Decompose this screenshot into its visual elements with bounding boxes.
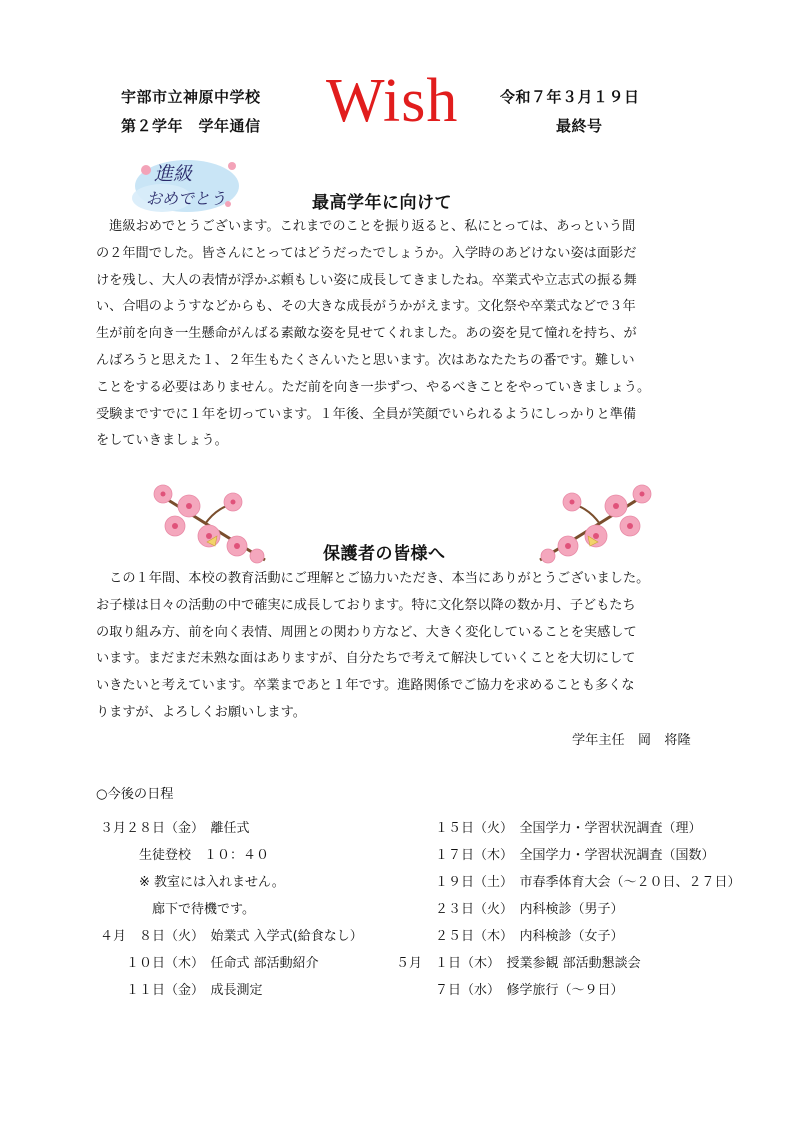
section1-line: んばろうと思えた１、２年生もたくさんいたと思います。次はあなたたちの番です。難しい	[96, 352, 635, 368]
section1-line: い、合唱のようすなどからも、その大きな成長がうかがえます。文化祭や卒業式などで３年	[96, 299, 636, 315]
grade-line: 第２学年 学年通信	[121, 117, 261, 135]
newsletter-title: Wish	[326, 67, 459, 135]
section2-title: 保護者の皆様へ	[323, 544, 446, 564]
section2-line: いきたいと考えています。卒業まであと１年です。進路関係でご協力を求めることも多くな	[96, 678, 635, 694]
section2-line: います。まだまだ未熟な面はありますが、自分たちで考えて解決していくことを大切にして	[96, 651, 636, 667]
promotion-badge-illustration	[132, 148, 242, 218]
section2-line: の取り組み方、前を向く表情、周囲との関わり方など、大きく変化していることを実感して	[96, 624, 637, 640]
section1-line: ことをする必要はありません。ただ前を向き一歩ずつ、やるべきことをやっていきましょう。	[96, 379, 651, 395]
badge-text-line1: 進級	[154, 163, 193, 185]
section2-body	[96, 566, 708, 727]
section2-line: りますが、よろしくお願いします。	[96, 704, 306, 720]
section1-title: 最高学年に向けて	[312, 193, 452, 213]
schedule-item: １１日（金） 成長測定	[100, 983, 263, 998]
section1-line: をしていきましょう。	[96, 433, 228, 449]
section2-line: この１年間、本校の教育活動にご理解とご協力いただき、本当にありがとうございました。	[96, 571, 650, 586]
signature: 学年主任 岡 将隆	[572, 733, 691, 748]
schedule-item: ２３日（火） 内科検診（男子）	[396, 902, 624, 917]
section1-body	[96, 214, 708, 455]
schedule-item: １５日（火） 全国学力・学習状況調査（理）	[396, 821, 702, 836]
schedule-item: ３月２８日（金） 離任式	[100, 821, 250, 836]
schedule-item: 生徒登校 １０：４０	[100, 848, 270, 863]
section1-line: けを残し、大人の表情が浮かぶ頼もしい姿に成長してきましたね。卒業式や立志式の振る舞	[96, 272, 637, 288]
section1-line: 受験まですでに１年を切っています。１年後、全員が笑顔でいられるようにしっかりと準備	[96, 406, 637, 422]
badge-text-line2: おめでとう	[146, 189, 227, 208]
cherry-blossom-left-illustration	[145, 480, 275, 570]
schedule-item: １０日（木） 任命式 部活動紹介	[100, 956, 319, 971]
issue-date: 令和７年３月１９日	[500, 88, 640, 106]
section1-line: 生が前を向き一生懸命がんばる素敵な姿を見せてくれました。あの姿を見て憧れを持ち、が	[96, 326, 637, 342]
school-name: 宇部市立神原中学校	[121, 88, 261, 106]
section1-line: 進級おめでとうございます。これまでのことを振り返ると、私にとっては、あっという間	[96, 219, 636, 234]
cherry-blossom-right-illustration	[530, 480, 660, 570]
schedule-item: １９日（土） 市春季体育大会（～２０日、２７日）	[396, 875, 741, 890]
section1-line: の２年間でした。皆さんにとってはどうだったでしょうか。入学時のあどけない姿は面影だ	[96, 245, 637, 261]
schedule-item: 廊下で待機です。	[100, 902, 255, 917]
schedule-item: ２５日（木） 内科検診（女子）	[396, 929, 624, 944]
schedule-item: ５月 １日（木） 授業参観 部活動懇談会	[396, 956, 641, 971]
schedule-item: ４月 ８日（火） 始業式 入学式(給食なし）	[100, 929, 363, 944]
schedule-heading: ○今後の日程	[96, 787, 174, 802]
section2-line: お子様は日々の活動の中で確実に成長しております。特に文化祭以降の数か月、子どもたち	[96, 597, 636, 613]
schedule-item: １７日（木） 全国学力・学習状況調査（国数）	[396, 848, 715, 863]
schedule-item: ※ 教室には入れません。	[100, 875, 285, 890]
schedule-item: ７日（水） 修学旅行（～９日）	[396, 983, 624, 998]
issue-label: 最終号	[556, 117, 603, 135]
